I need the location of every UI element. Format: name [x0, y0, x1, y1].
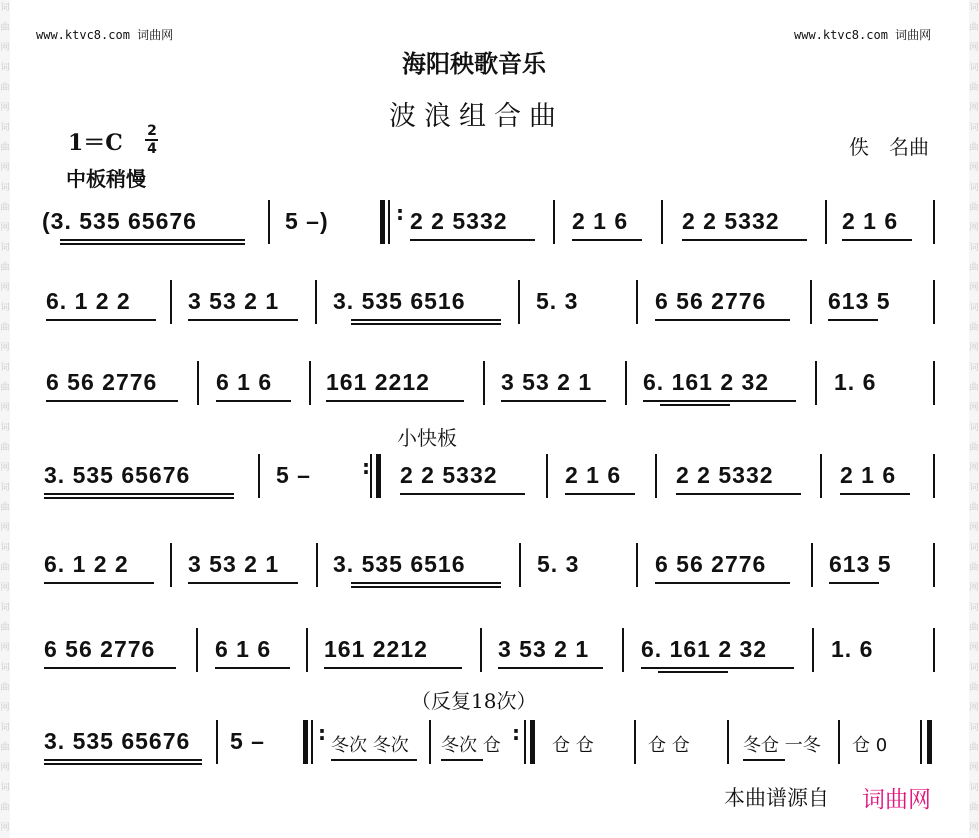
barline [258, 454, 260, 498]
watermark-glyph: 网 [969, 43, 979, 53]
watermark-glyph: 词 [969, 663, 979, 673]
score-line-2 [0, 288, 979, 348]
watermark-glyph: 词 [0, 423, 10, 433]
measure: 6. 1 2 2 [46, 288, 131, 314]
measure: 3. 535 6516 [333, 288, 466, 314]
time-denominator: 4 [147, 141, 157, 157]
repeat-dots: : [318, 721, 326, 745]
watermark-glyph: 词 [969, 543, 979, 553]
beam [441, 759, 483, 761]
watermark-glyph: 词 [0, 723, 10, 733]
watermark-glyph: 网 [969, 823, 979, 833]
beam [828, 319, 878, 321]
watermark-glyph: 词 [0, 123, 10, 133]
watermark-glyph: 词 [969, 3, 979, 13]
watermark-glyph: 词 [969, 723, 979, 733]
watermark-glyph: 曲 [969, 623, 979, 633]
barline [933, 628, 935, 672]
repeat-dots: : [512, 721, 520, 745]
repeat-barline [530, 720, 535, 764]
watermark-glyph: 曲 [0, 803, 10, 813]
score-line-5 [0, 551, 979, 611]
barline [636, 543, 638, 587]
piece-title: 波浪组合曲 [389, 101, 564, 132]
watermark-glyph: 词 [969, 363, 979, 373]
barline [634, 720, 636, 764]
beam [46, 319, 156, 321]
watermark-glyph: 曲 [0, 83, 10, 93]
watermark-glyph: 网 [969, 583, 979, 593]
measure: 冬仓 一冬 [743, 735, 821, 756]
repeat-barline [376, 454, 381, 498]
watermark-glyph: 网 [0, 343, 10, 353]
watermark-glyph: 曲 [969, 203, 979, 213]
beam [44, 582, 154, 584]
watermark-glyph: 网 [0, 823, 10, 833]
measure: 3 53 2 1 [188, 288, 280, 314]
beam [44, 493, 234, 495]
key-signature: 1＝C [68, 130, 123, 156]
watermark-glyph: 网 [969, 223, 979, 233]
watermark-glyph: 曲 [969, 143, 979, 153]
watermark-glyph: 网 [0, 223, 10, 233]
measure: 5 –) [285, 208, 329, 234]
barline [306, 628, 308, 672]
watermark-right: www.ktvc8.com 词曲网 [794, 28, 932, 42]
watermark-glyph: 词 [0, 183, 10, 193]
beam [326, 400, 464, 402]
beam [44, 763, 202, 765]
watermark-glyph: 词 [969, 783, 979, 793]
composer-credit: 佚 名曲 [849, 135, 929, 159]
beam [351, 323, 501, 325]
beam [641, 667, 794, 669]
barline [315, 280, 317, 324]
watermark-glyph: 词 [969, 603, 979, 613]
time-numerator: 2 [147, 123, 157, 139]
measure: 2 2 5332 [410, 208, 508, 234]
tempo-change-marking: 小快板 [397, 426, 457, 450]
barline [727, 720, 729, 764]
barline [370, 454, 372, 498]
measure: 仓 仓 [552, 735, 594, 756]
barline [636, 280, 638, 324]
measure: 1. 6 [834, 369, 877, 395]
watermark-glyph: 曲 [0, 263, 10, 273]
repeat-count-note: （反复18次） [411, 689, 537, 713]
measure: 2 2 5332 [682, 208, 780, 234]
beam [498, 667, 603, 669]
beam [351, 319, 501, 321]
measure: 冬次 冬次 [331, 735, 409, 756]
watermark-glyph: 词 [969, 63, 979, 73]
watermark-glyph: 网 [0, 43, 10, 53]
barline [553, 200, 555, 244]
watermark-glyph: 曲 [0, 503, 10, 513]
watermark-glyph: 网 [969, 283, 979, 293]
source-label: 本曲谱源自 [724, 786, 829, 810]
beam [572, 239, 642, 241]
beam [829, 582, 879, 584]
beam [743, 759, 785, 761]
barline [933, 543, 935, 587]
barline [518, 280, 520, 324]
barline [524, 720, 526, 764]
watermark-glyph: 网 [0, 523, 10, 533]
beam [46, 400, 178, 402]
watermark-glyph: 网 [969, 643, 979, 653]
barline [480, 628, 482, 672]
beam [351, 582, 501, 584]
watermark-glyph: 曲 [969, 323, 979, 333]
measure: 2 1 6 [842, 208, 899, 234]
measure: 5. 3 [537, 551, 580, 577]
measure: 5 – [230, 728, 265, 754]
barline [838, 720, 840, 764]
measure: 5. 3 [536, 288, 579, 314]
watermark-glyph: 词 [0, 3, 10, 13]
watermark-glyph: 曲 [969, 503, 979, 513]
watermark-glyph: 网 [0, 643, 10, 653]
measure: 6 56 2776 [655, 551, 767, 577]
watermark-glyph: 曲 [969, 23, 979, 33]
watermark-glyph: 词 [969, 423, 979, 433]
watermark-glyph: 曲 [0, 383, 10, 393]
measure: 3 53 2 1 [188, 551, 280, 577]
barline [546, 454, 548, 498]
barline [197, 361, 199, 405]
barline [933, 454, 935, 498]
measure: 6 56 2776 [655, 288, 767, 314]
source-brand-link[interactable]: 词曲网 [862, 787, 931, 813]
watermark-glyph: 词 [0, 243, 10, 253]
score-line-4 [0, 455, 979, 522]
score-line-7 [0, 721, 979, 788]
measure: 3. 535 65676 [44, 728, 191, 754]
measure: 2 2 5332 [676, 462, 774, 488]
watermark-glyph: 曲 [0, 203, 10, 213]
watermark-glyph: 曲 [969, 803, 979, 813]
score-line-3 [0, 369, 979, 429]
watermark-glyph: 曲 [969, 563, 979, 573]
watermark-glyph: 曲 [969, 683, 979, 693]
measure: 冬次 仓 [441, 735, 501, 756]
barline [825, 200, 827, 244]
beam [351, 586, 501, 588]
measure: 161 2212 [324, 636, 428, 662]
measure: 613 5 [829, 551, 892, 577]
watermark-glyph: 曲 [969, 443, 979, 453]
measure: 仓 仓 [648, 735, 690, 756]
page-title: 海阳秧歌音乐 [402, 50, 546, 78]
watermark-glyph: 网 [0, 403, 10, 413]
watermark-glyph: 网 [969, 403, 979, 413]
measure: (3. 535 65676 [42, 208, 197, 234]
watermark-glyph: 曲 [969, 383, 979, 393]
barline [309, 361, 311, 405]
measure: 3 53 2 1 [498, 636, 590, 662]
measure: 2 1 6 [572, 208, 629, 234]
measure: 2 2 5332 [400, 462, 498, 488]
watermark-glyph: 网 [0, 703, 10, 713]
watermark-glyph: 网 [0, 283, 10, 293]
measure: 3. 535 6516 [333, 551, 466, 577]
barline [815, 361, 817, 405]
watermark-glyph: 曲 [0, 623, 10, 633]
beam [643, 400, 796, 402]
watermark-glyph: 曲 [0, 443, 10, 453]
watermark-glyph: 网 [0, 463, 10, 473]
barline [483, 361, 485, 405]
watermark-glyph: 网 [969, 343, 979, 353]
barline [170, 280, 172, 324]
beam [215, 667, 290, 669]
repeat-dots: : [396, 201, 404, 225]
watermark-glyph: 网 [0, 163, 10, 173]
barline [820, 454, 822, 498]
watermark-glyph: 网 [969, 103, 979, 113]
watermark-glyph: 网 [0, 583, 10, 593]
measure: 6. 161 2 32 [641, 636, 768, 662]
beam [216, 400, 291, 402]
beam [44, 497, 234, 499]
watermark-glyph: 网 [969, 163, 979, 173]
beam [658, 671, 728, 673]
watermark-glyph: 曲 [0, 23, 10, 33]
score-line-1 [0, 201, 979, 268]
repeat-barline [303, 720, 308, 764]
barline [661, 200, 663, 244]
barline [933, 280, 935, 324]
barline [655, 454, 657, 498]
watermark-glyph: 网 [969, 763, 979, 773]
watermark-glyph: 词 [969, 483, 979, 493]
barline [933, 361, 935, 405]
barline [625, 361, 627, 405]
measure: 1. 6 [831, 636, 874, 662]
tempo-marking: 中板稍慢 [66, 167, 146, 191]
measure: 3 53 2 1 [501, 369, 593, 395]
measure: 5 – [276, 462, 311, 488]
measure: 161 2212 [326, 369, 430, 395]
measure: 6 56 2776 [44, 636, 156, 662]
barline [388, 200, 390, 244]
watermark-glyph: 词 [969, 183, 979, 193]
watermark-glyph: 词 [0, 483, 10, 493]
beam [324, 667, 462, 669]
measure: 3. 535 65676 [44, 462, 191, 488]
barline [812, 628, 814, 672]
measure: 6. 1 2 2 [44, 551, 129, 577]
beam [682, 239, 807, 241]
barline [216, 720, 218, 764]
barline [268, 200, 270, 244]
measure: 2 1 6 [840, 462, 897, 488]
watermark-glyph: 词 [0, 663, 10, 673]
barline [933, 200, 935, 244]
measure: 2 1 6 [565, 462, 622, 488]
beam [660, 404, 730, 406]
barline [170, 543, 172, 587]
watermark-left: www.ktvc8.com 词曲网 [36, 28, 174, 42]
repeat-dots: : [362, 455, 370, 479]
beam [44, 759, 202, 761]
beam [188, 582, 298, 584]
barline [622, 628, 624, 672]
measure: 6 1 6 [216, 369, 273, 395]
watermark-glyph: 网 [969, 523, 979, 533]
watermark-glyph: 词 [0, 543, 10, 553]
watermark-glyph: 网 [969, 703, 979, 713]
barline [196, 628, 198, 672]
beam [655, 582, 790, 584]
measure: 6 56 2776 [46, 369, 158, 395]
beam [60, 239, 245, 241]
barline [811, 543, 813, 587]
watermark-glyph: 网 [969, 463, 979, 473]
watermark-glyph: 曲 [0, 563, 10, 573]
beam [655, 319, 790, 321]
measure: 6. 161 2 32 [643, 369, 770, 395]
barline [429, 720, 431, 764]
beam [331, 759, 417, 761]
watermark-glyph: 词 [0, 63, 10, 73]
beam [676, 493, 801, 495]
beam [840, 493, 910, 495]
watermark-glyph: 曲 [969, 743, 979, 753]
measure: 6 1 6 [215, 636, 272, 662]
watermark-glyph: 词 [0, 603, 10, 613]
barline [519, 543, 521, 587]
beam [501, 400, 606, 402]
beam [842, 239, 912, 241]
final-barline [927, 720, 932, 764]
barline [920, 720, 922, 764]
beam [410, 239, 535, 241]
watermark-glyph: 曲 [969, 263, 979, 273]
beam [400, 493, 525, 495]
measure: 仓 0 [852, 735, 888, 756]
watermark-glyph: 词 [969, 303, 979, 313]
measure: 613 5 [828, 288, 891, 314]
beam [565, 493, 635, 495]
watermark-glyph: 词 [0, 783, 10, 793]
watermark-glyph: 曲 [969, 83, 979, 93]
watermark-glyph: 曲 [0, 323, 10, 333]
barline [311, 720, 313, 764]
watermark-glyph: 曲 [0, 683, 10, 693]
watermark-glyph: 曲 [0, 143, 10, 153]
barline [316, 543, 318, 587]
watermark-glyph: 词 [0, 303, 10, 313]
beam [188, 319, 298, 321]
watermark-glyph: 词 [969, 123, 979, 133]
watermark-glyph: 曲 [0, 743, 10, 753]
repeat-barline [380, 200, 385, 244]
watermark-glyph: 词 [0, 363, 10, 373]
watermark-glyph: 网 [0, 763, 10, 773]
barline [810, 280, 812, 324]
watermark-glyph: 词 [969, 243, 979, 253]
beam [60, 243, 245, 245]
watermark-glyph: 网 [0, 103, 10, 113]
beam [44, 667, 176, 669]
